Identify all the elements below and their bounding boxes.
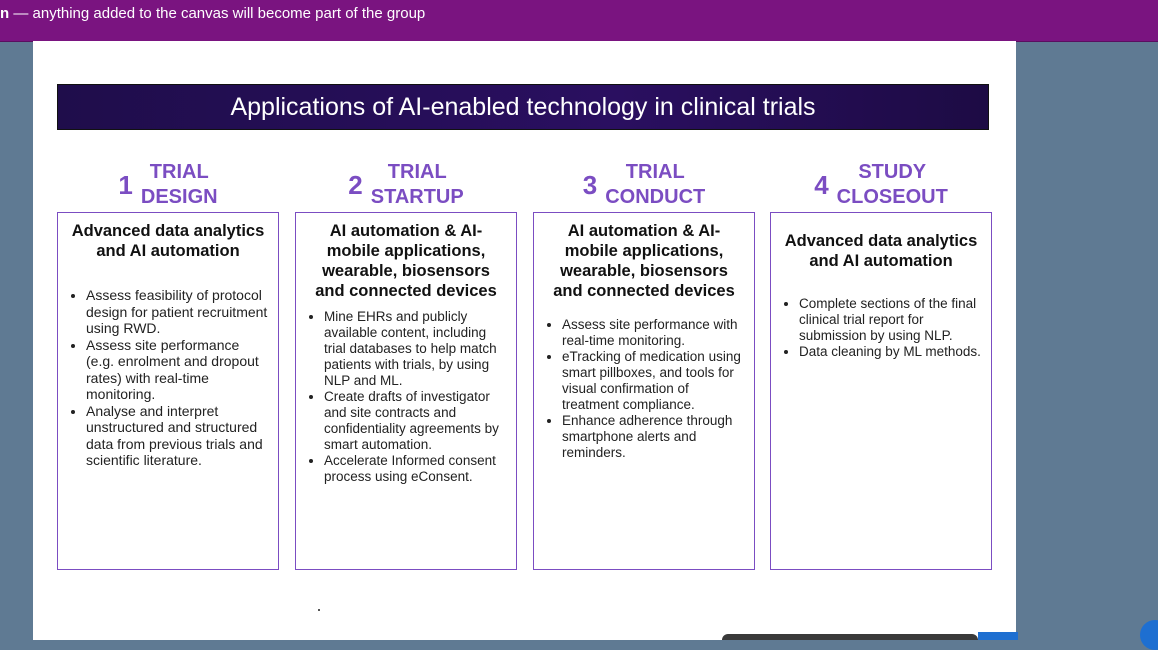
bullet-item: • Accelerate Informed consent process using eConsent. xyxy=(324,453,506,485)
column-bullets xyxy=(781,296,981,360)
column-subtitle: Advanced data analytics and AI automation xyxy=(784,232,978,270)
bullet-item: • Assess feasibility of protocol design for patient recruitment using RWD. xyxy=(86,287,268,337)
column-bullets xyxy=(306,309,506,485)
bullet-item: • Create drafts of investigator and site contracts and confidentiality agreements by smart automation. xyxy=(324,389,506,453)
bullet-item: • Assess site performance (e.g. enrolment and dropout rates) with real-time monitoring. xyxy=(86,337,268,403)
column-3-box[interactable] xyxy=(533,212,755,570)
assistant-icon[interactable] xyxy=(1140,620,1158,650)
column-number: 1 xyxy=(118,169,133,200)
column-label: TRIAL CONDUCT xyxy=(605,161,706,208)
bottom-toolbar[interactable] xyxy=(722,634,978,640)
bullet-item: • Data cleaning by ML methods. xyxy=(799,344,981,360)
column-subtitle: Advanced data analytics and AI automation xyxy=(71,222,265,260)
column-4-box[interactable] xyxy=(770,212,992,570)
bullet-item: • Analyse and interpret unstructured and structured data from previous trials and scientific literature. xyxy=(86,403,268,469)
bullet-item: • Enhance adherence through smartphone alerts and reminders. xyxy=(562,413,744,461)
column-4-header[interactable] xyxy=(770,159,992,211)
column-subtitle: AI automation & AI-mobile applications, wearable, biosensors and connected devices xyxy=(315,222,497,300)
column-2-header[interactable] xyxy=(295,159,517,211)
canvas-dot xyxy=(318,609,320,611)
column-1-header[interactable] xyxy=(57,159,279,211)
bottom-toolbar-accent[interactable] xyxy=(978,632,1018,640)
column-bullets xyxy=(544,317,744,461)
bullet-item: • Mine EHRs and publicly available content, including trial databases to help match patients with trials, by using NLP and ML. xyxy=(324,309,506,389)
column-bullets xyxy=(68,287,268,469)
column-number: 2 xyxy=(348,169,363,200)
banner-message: n — anything added to the canvas will become part of the group xyxy=(0,5,426,22)
bullet-item: • Assess site performance with real-time monitoring. xyxy=(562,317,744,349)
slide-canvas[interactable] xyxy=(33,41,1016,640)
column-label: TRIAL STARTUP xyxy=(370,161,464,208)
column-3-header[interactable] xyxy=(533,159,755,211)
bullet-item: • eTracking of medication using smart pillboxes, and tools for visual confirmation of treatment compliance. xyxy=(562,349,744,413)
column-number: 3 xyxy=(582,169,598,200)
column-2-box[interactable] xyxy=(295,212,517,570)
slide-title-text: Applications of AI-enabled technology in clinical trials xyxy=(230,92,816,121)
group-edit-banner xyxy=(0,0,1158,42)
slide-title[interactable] xyxy=(57,84,989,130)
column-number: 4 xyxy=(814,169,829,200)
column-label: TRIAL DESIGN xyxy=(140,161,218,208)
column-1-box[interactable] xyxy=(57,212,279,570)
column-label: STUDY CLOSEOUT xyxy=(836,161,948,208)
bullet-item: • Complete sections of the final clinical trial report for submission by using NLP. xyxy=(799,296,981,344)
column-subtitle: AI automation & AI-mobile applications, wearable, biosensors and connected devices xyxy=(553,222,735,300)
